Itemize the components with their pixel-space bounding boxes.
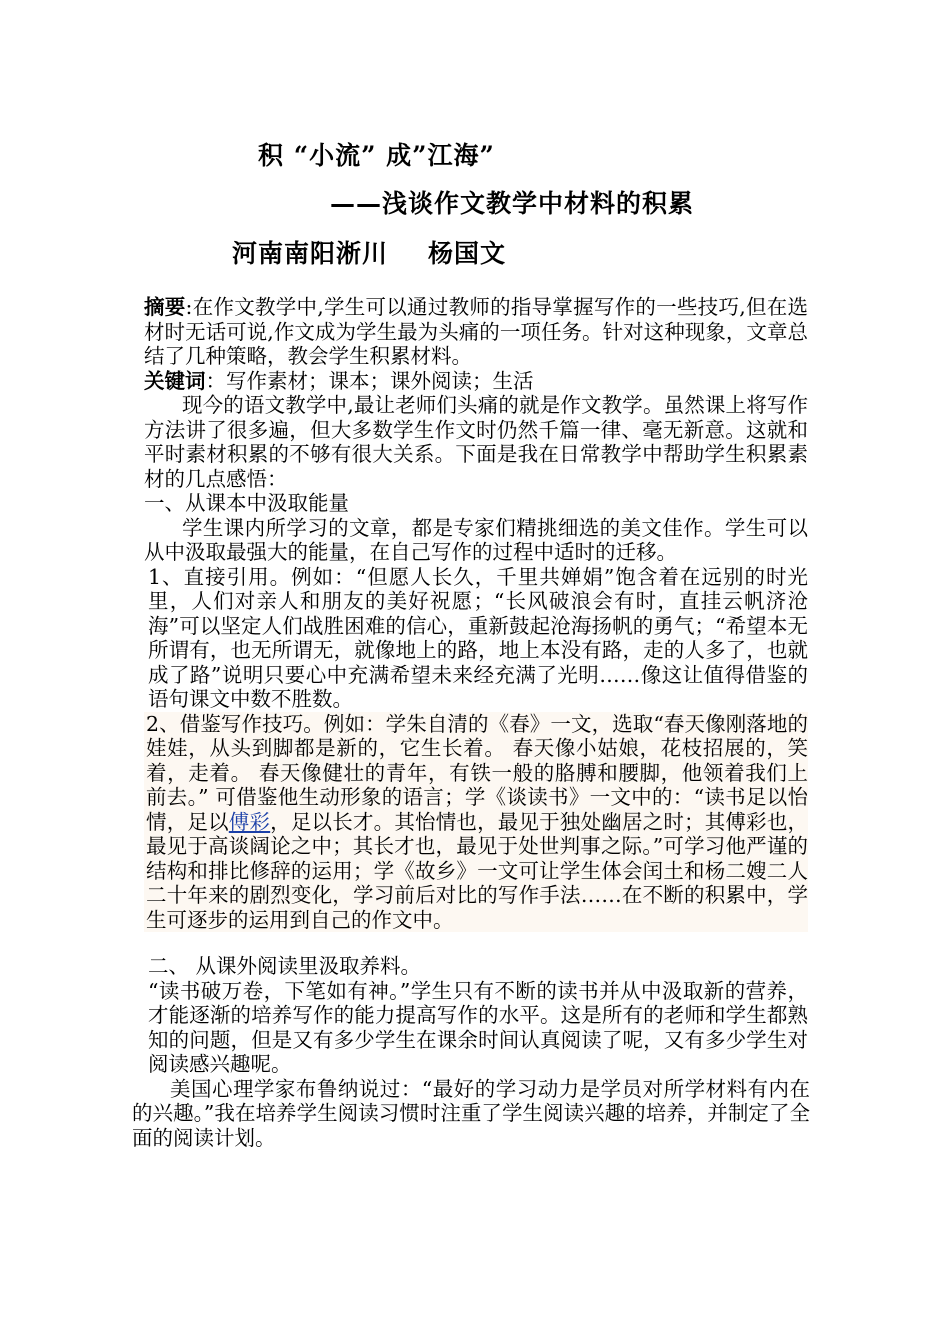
section1-paragraph: 学生课内所学习的文章，都是专家们精挑细选的美文佳作。学生可以从中汲取最强大的能量，在自己写作的过程中适时的迁移。 [144, 515, 808, 564]
section2-paragraph2: 美国心理学家布鲁纳说过：“最好的学习动力是学员对所学材料有内在的兴趣。”我在培养学生阅读习惯时注重了学生阅读兴趣的培养，并制定了全面的阅读计划。 [132, 1076, 810, 1150]
author-place: 河南南阳淅川 [232, 239, 389, 268]
section1-heading: 一、从课本中汲取能量 [144, 491, 349, 515]
paragraph-spacer [144, 932, 808, 954]
section1-item1: 1、直接引用。例如：“但愿人长久，千里共婵娟”饱含着在远别的时光里，人们对亲人和朋友的美好祝愿；“长风破浪会有时，直挂云帆济沧海”可以坚定人们战胜困难的信心，重新鼓起沧海扬帆的勇气；“希望本无所谓有，也无所谓无，就像地上的路，地上本没有路，走的人多了，也就成了路”说明只要心中充满希望未来经充满了光明……像这让值得借鉴的语句课文中数不胜数。 [148, 564, 808, 711]
section1-item2 [144, 712, 808, 933]
article-title: 积 “小流” 成”江海” [258, 141, 495, 170]
abstract-paragraph [144, 295, 808, 369]
abstract-text: :在作文教学中,学生可以通过教师的指导掌握写作的一些技巧,但在选材时无话可说,作文成为学生最为头痛的一项任务。针对这种现象，文章总结了几种策略，教会学生积累材料。 [144, 295, 808, 368]
keywords-text: ：写作素材；课本；课外阅读；生活 [205, 368, 534, 393]
section1-item2-text-b: ，足以长才。其怡情也，最见于独处幽居之时；其傅彩也，最见于高谈阔论之中；其长才也，最见于处世判事之际。”可学习他严谨的结构和排比修辞的运用；学《故乡》一文可让学生体会闰土和杨二嫂二人二十年来的剧烈变化，学习前后对比的写作手法……在不断的积累中，学生可逐步的运用到自己的作文中。 [146, 809, 809, 932]
section1-item2-text-a: 2、借鉴写作技巧。例如：学朱自清的《春》一文，选取“春天像刚落地的娃娃，从头到脚都是新的，它生长着。 春天像小姑娘，花枝招展的，笑着，走着。 春天像健壮的青年，有铁一般的胳膊和腰脚，他领着我们上前去。” 可借鉴他生动形象的语言；学《谈读书》一文中的：“读书足以怡情，足以 [146, 711, 808, 834]
author-name: 杨国文 [428, 239, 507, 268]
article-subtitle: ——浅谈作文教学中材料的积累 [330, 189, 695, 218]
section2-heading: 二、 从课外阅读里汲取养料。 [148, 954, 422, 978]
intro-paragraph: 现今的语文教学中,最让老师们头痛的就是作文教学。虽然课上将写作方法讲了很多遍，但大多数学生作文时仍然千篇一律、毫无新意。这就和平时素材积累的不够有很大关系。下面是我在日常教学中帮助学生积累素材的几点感悟： [144, 393, 808, 491]
abstract-label: 摘要 [144, 295, 186, 319]
keywords-paragraph [144, 369, 808, 394]
keywords-label: 关键词 [144, 368, 206, 393]
section2-paragraph1: “读书破万卷，下笔如有神。”学生只有不断的读书并从中汲取新的营养，才能逐渐的培养写作的能力提高写作的水平。这是所有的老师和学生都熟知的问题，但是又有多少学生在课余时间认真阅读了呢，又有多少学生对阅读感兴趣呢。 [148, 978, 808, 1076]
author-line [232, 234, 506, 270]
section2-last-block [132, 1077, 810, 1151]
article-body [132, 295, 810, 1150]
fucai-link[interactable]: 傅彩 [228, 809, 271, 834]
